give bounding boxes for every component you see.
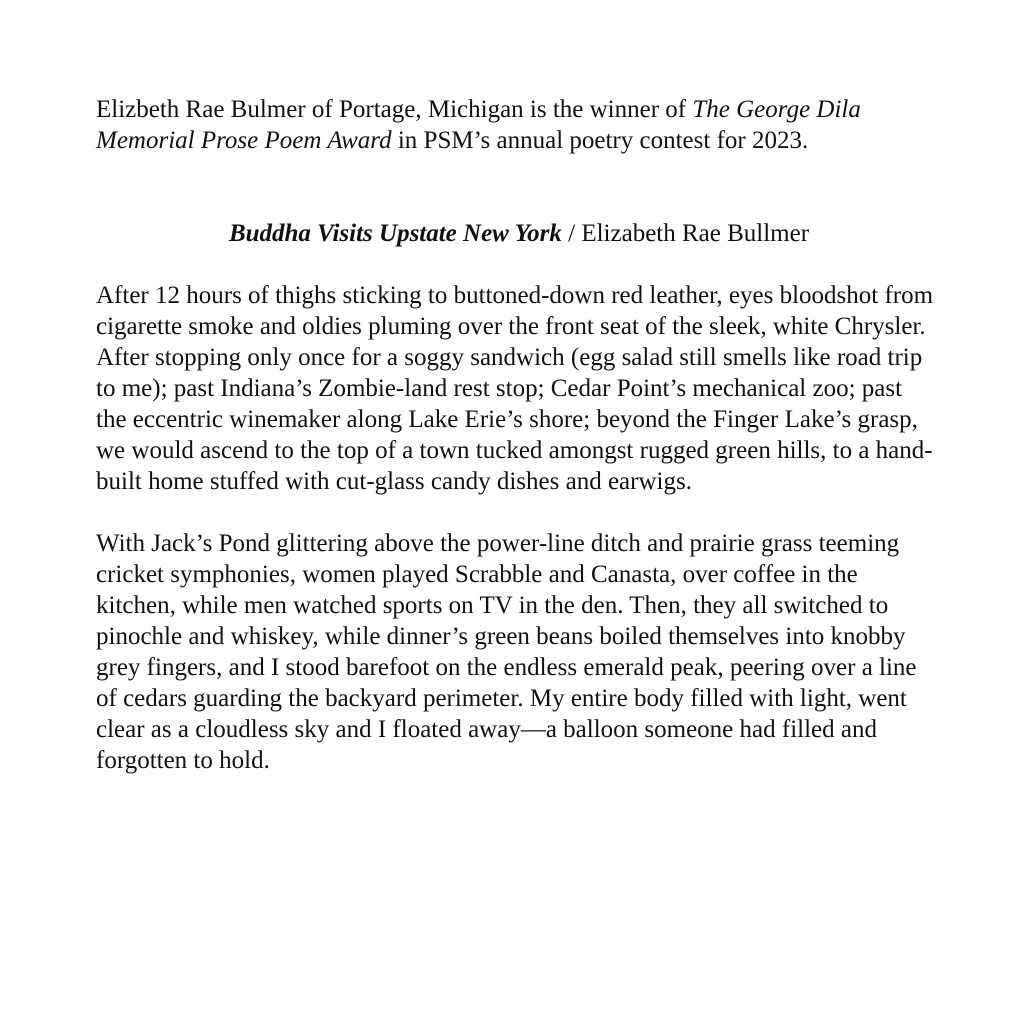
poem-paragraph-1: After 12 hours of thighs sticking to buttoned-down red leather, eyes bloodshot from cigarette smoke and oldies pluming over the front seat of the sleek, white Chrysler. After stopping only once for a soggy sandwich (egg salad still smells like road trip to me); past Indiana’s Zombie-land rest stop; Cedar Point’s mechanical zoo; past the eccentric winemaker along Lake Erie’s shore; beyond the Finger Lake’s grasp, we would ascend to the top of a town tucked amongst rugged green hills, to a hand-built home stuffed with cut-glass candy dishes and earwigs.: [96, 282, 934, 495]
poem-paragraph-2: With Jack’s Pond glittering above the power-line ditch and prairie grass teeming cricket symphonies, women played Scrabble and Canasta, over coffee in the kitchen, while men watched sports on TV in the den. Then, they all switched to pinochle and whiskey, while dinner’s green beans boiled themselves into knobby grey fingers, and I stood barefoot on the endless emerald peak, peering over a line of cedars guarding the backyard perimeter. My entire body filled with light, went clear as a cloudless sky and I floated away—a balloon someone had filled and forgotten to hold.: [96, 530, 917, 774]
poem-title: Buddha Visits Upstate New York: [228, 220, 562, 247]
award-name: The George Dila Memorial Prose Poem Award: [96, 96, 861, 154]
poem-heading: [96, 218, 936, 249]
poem-author: Elizabeth Rae Bullmer: [581, 220, 810, 247]
document-page: [96, 94, 936, 776]
announcement-text-end: in PSM’s annual poetry contest for 2023.: [391, 127, 809, 154]
title-separator: /: [561, 220, 582, 247]
announcement-text: Elizbeth Rae Bulmer of Portage, Michigan is the winner of: [96, 96, 693, 123]
award-announcement: [96, 94, 936, 156]
